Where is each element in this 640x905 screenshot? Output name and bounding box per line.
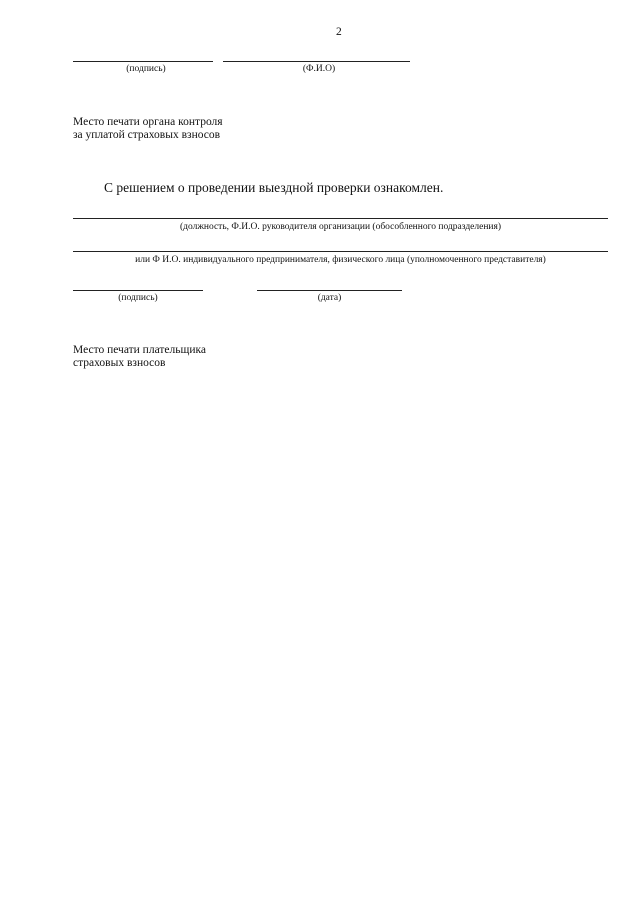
inspector-name-caption: (Ф.И.О)	[302, 64, 336, 74]
payer-signature-caption: (подпись)	[118, 293, 158, 303]
payer-stamp-label-line1: Место печати плательщика	[73, 344, 207, 356]
payer-date-line	[257, 290, 402, 291]
payer-date-caption: (дата)	[317, 293, 342, 303]
inspector-signature-caption: (подпись)	[126, 64, 166, 74]
page-number: 2	[336, 26, 342, 38]
inspector-stamp-label-line1: Место печати органа контроля	[73, 116, 223, 128]
payer-stamp-label-line2: страховых взносов	[73, 357, 166, 369]
inspector-name-line	[223, 61, 410, 62]
position-line	[73, 218, 608, 219]
inspector-signature-line	[73, 61, 213, 62]
position-caption: (должность, Ф.И.О. руководителя организации (обособленного подразделения)	[179, 222, 502, 232]
payer-signature-line	[73, 290, 203, 291]
inspector-stamp-label-line2: за уплатой страховых взносов	[73, 129, 221, 141]
acknowledgement-statement: С решением о проведении выездной проверки ознакомлен.	[104, 180, 444, 195]
entrepreneur-line	[73, 251, 608, 252]
entrepreneur-caption: или Ф И.О. индивидуального предпринимателя, физического лица (уполномоченного представителя)	[135, 255, 546, 265]
